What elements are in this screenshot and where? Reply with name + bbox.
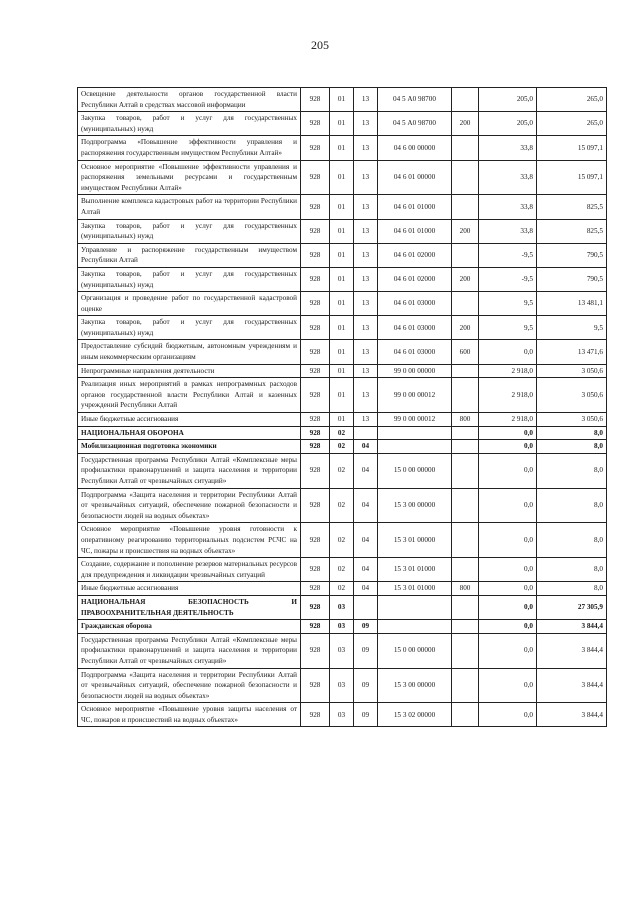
row-name-cell: Закупка товаров, работ и услуг для государственных (муниципальных) нужд <box>78 316 301 340</box>
ministry-code-cell: 928 <box>301 136 330 160</box>
subsection-code-cell: 09 <box>354 620 378 634</box>
section-code-cell: 03 <box>330 595 354 619</box>
subsection-code-cell: 13 <box>354 160 378 195</box>
target-article-cell: 15 0 00 00000 <box>378 633 452 668</box>
section-code-cell: 01 <box>330 378 354 413</box>
expense-type-cell <box>452 136 479 160</box>
expense-type-cell: 800 <box>452 413 479 427</box>
target-article-cell: 04 6 01 01000 <box>378 219 452 243</box>
target-article-cell: 15 3 00 00000 <box>378 488 452 523</box>
amount-total-cell: 3 050,6 <box>537 413 607 427</box>
ministry-code-cell: 928 <box>301 523 330 558</box>
amount-total-cell: 825,5 <box>537 195 607 219</box>
amount-change-cell: 0,0 <box>479 703 537 727</box>
ministry-code-cell: 928 <box>301 668 330 703</box>
table-row <box>78 595 607 619</box>
target-article-cell: 04 6 01 00000 <box>378 160 452 195</box>
amount-change-cell: 2 918,0 <box>479 378 537 413</box>
amount-total-cell: 790,5 <box>537 267 607 291</box>
expense-type-cell <box>452 426 479 440</box>
expense-type-cell: 200 <box>452 316 479 340</box>
expense-type-cell <box>452 668 479 703</box>
subsection-code-cell: 04 <box>354 488 378 523</box>
row-name-cell: Закупка товаров, работ и услуг для государственных (муниципальных) нужд <box>78 112 301 136</box>
target-article-cell: 04 6 01 02000 <box>378 267 452 291</box>
section-code-cell: 02 <box>330 558 354 582</box>
subsection-code-cell: 13 <box>354 195 378 219</box>
expense-type-cell: 200 <box>452 112 479 136</box>
table-row <box>78 703 607 727</box>
amount-total-cell: 8,0 <box>537 523 607 558</box>
ministry-code-cell: 928 <box>301 620 330 634</box>
table-row <box>78 267 607 291</box>
row-name-cell: Гражданская оборона <box>78 620 301 634</box>
amount-change-cell: 0,0 <box>479 340 537 364</box>
expense-type-cell: 200 <box>452 219 479 243</box>
section-code-cell: 01 <box>330 160 354 195</box>
expense-type-cell <box>452 195 479 219</box>
ministry-code-cell: 928 <box>301 453 330 488</box>
amount-change-cell: 33,8 <box>479 219 537 243</box>
subsection-code-cell: 13 <box>354 267 378 291</box>
table-row <box>78 523 607 558</box>
expense-type-cell <box>452 378 479 413</box>
amount-total-cell: 8,0 <box>537 558 607 582</box>
row-name-cell: Мобилизационная подготовка экономики <box>78 440 301 454</box>
section-code-cell: 03 <box>330 620 354 634</box>
ministry-code-cell: 928 <box>301 88 330 112</box>
ministry-code-cell: 928 <box>301 426 330 440</box>
amount-change-cell: 2 918,0 <box>479 413 537 427</box>
row-name-cell: Основное мероприятие «Повышение уровня готовности к оперативному реагированию территориальных подсистем РСЧС на ЧС, пожары и происшествия на водных объектах» <box>78 523 301 558</box>
amount-total-cell: 27 305,9 <box>537 595 607 619</box>
amount-change-cell: 0,0 <box>479 668 537 703</box>
amount-total-cell: 13 471,6 <box>537 340 607 364</box>
expense-type-cell <box>452 558 479 582</box>
amount-change-cell: 205,0 <box>479 88 537 112</box>
amount-change-cell: 0,0 <box>479 582 537 596</box>
table-row <box>78 292 607 316</box>
section-code-cell: 01 <box>330 413 354 427</box>
row-name-cell: Управление и распоряжение государственным имуществом Республики Алтай <box>78 243 301 267</box>
table-row <box>78 364 607 378</box>
expense-type-cell: 600 <box>452 340 479 364</box>
table-row <box>78 316 607 340</box>
target-article-cell: 04 5 А0 98700 <box>378 88 452 112</box>
subsection-code-cell: 13 <box>354 292 378 316</box>
expense-type-cell <box>452 440 479 454</box>
section-code-cell: 01 <box>330 88 354 112</box>
amount-change-cell: 0,0 <box>479 488 537 523</box>
amount-total-cell: 3 050,6 <box>537 364 607 378</box>
amount-change-cell: 205,0 <box>479 112 537 136</box>
amount-change-cell: 0,0 <box>479 453 537 488</box>
ministry-code-cell: 928 <box>301 378 330 413</box>
amount-change-cell: 0,0 <box>479 426 537 440</box>
subsection-code-cell: 04 <box>354 453 378 488</box>
subsection-code-cell: 04 <box>354 558 378 582</box>
expense-type-cell <box>452 292 479 316</box>
ministry-code-cell: 928 <box>301 488 330 523</box>
table-row <box>78 620 607 634</box>
subsection-code-cell <box>354 426 378 440</box>
section-code-cell: 01 <box>330 267 354 291</box>
target-article-cell: 15 3 01 00000 <box>378 523 452 558</box>
subsection-code-cell: 13 <box>354 136 378 160</box>
amount-total-cell: 790,5 <box>537 243 607 267</box>
page-number: 205 <box>311 38 329 52</box>
ministry-code-cell: 928 <box>301 267 330 291</box>
target-article-cell <box>378 426 452 440</box>
subsection-code-cell: 09 <box>354 703 378 727</box>
target-article-cell: 15 3 02 00000 <box>378 703 452 727</box>
table-row <box>78 413 607 427</box>
subsection-code-cell: 04 <box>354 440 378 454</box>
row-name-cell: НАЦИОНАЛЬНАЯ ОБОРОНА <box>78 426 301 440</box>
expense-type-cell <box>452 595 479 619</box>
section-code-cell: 02 <box>330 488 354 523</box>
expense-type-cell <box>452 364 479 378</box>
target-article-cell: 99 0 00 00012 <box>378 413 452 427</box>
target-article-cell: 15 3 01 01000 <box>378 558 452 582</box>
ministry-code-cell: 928 <box>301 243 330 267</box>
subsection-code-cell: 09 <box>354 633 378 668</box>
section-code-cell: 02 <box>330 523 354 558</box>
amount-change-cell: 9,5 <box>479 316 537 340</box>
ministry-code-cell: 928 <box>301 558 330 582</box>
target-article-cell: 99 0 00 00012 <box>378 378 452 413</box>
ministry-code-cell: 928 <box>301 195 330 219</box>
amount-total-cell: 15 097,1 <box>537 136 607 160</box>
row-name-cell: Основное мероприятие «Повышение эффективности управления и распоряжения земельными ресурсами и государственным имуществом Республики Алтай» <box>78 160 301 195</box>
ministry-code-cell: 928 <box>301 292 330 316</box>
amount-total-cell: 15 097,1 <box>537 160 607 195</box>
amount-change-cell: 0,0 <box>479 633 537 668</box>
target-article-cell <box>378 440 452 454</box>
table-row <box>78 426 607 440</box>
target-article-cell: 15 3 01 01000 <box>378 582 452 596</box>
target-article-cell <box>378 595 452 619</box>
ministry-code-cell: 928 <box>301 340 330 364</box>
amount-total-cell: 8,0 <box>537 582 607 596</box>
target-article-cell: 15 0 00 00000 <box>378 453 452 488</box>
table-row <box>78 136 607 160</box>
section-code-cell: 03 <box>330 633 354 668</box>
row-name-cell: Предоставление субсидий бюджетным, автономным учреждениям и иным некоммерческим организациям <box>78 340 301 364</box>
target-article-cell <box>378 620 452 634</box>
ministry-code-cell: 928 <box>301 595 330 619</box>
amount-change-cell: -9,5 <box>479 267 537 291</box>
amount-total-cell: 3 844,4 <box>537 620 607 634</box>
expense-type-cell <box>452 453 479 488</box>
subsection-code-cell: 13 <box>354 316 378 340</box>
expense-type-cell <box>452 703 479 727</box>
subsection-code-cell: 04 <box>354 523 378 558</box>
target-article-cell: 99 0 00 00000 <box>378 364 452 378</box>
expense-type-cell <box>452 160 479 195</box>
ministry-code-cell: 928 <box>301 413 330 427</box>
target-article-cell: 04 6 01 03000 <box>378 340 452 364</box>
ministry-code-cell: 928 <box>301 160 330 195</box>
amount-change-cell: 0,0 <box>479 558 537 582</box>
amount-total-cell: 825,5 <box>537 219 607 243</box>
row-name-cell: Иные бюджетные ассигнования <box>78 413 301 427</box>
subsection-code-cell: 13 <box>354 243 378 267</box>
row-name-cell: Организация и проведение работ по государственной кадастровой оценке <box>78 292 301 316</box>
expense-type-cell: 200 <box>452 267 479 291</box>
amount-change-cell: 2 918,0 <box>479 364 537 378</box>
ministry-code-cell: 928 <box>301 703 330 727</box>
amount-total-cell: 3 844,4 <box>537 668 607 703</box>
expense-type-cell <box>452 88 479 112</box>
target-article-cell: 04 6 01 03000 <box>378 316 452 340</box>
amount-total-cell: 8,0 <box>537 453 607 488</box>
subsection-code-cell: 13 <box>354 364 378 378</box>
section-code-cell: 02 <box>330 440 354 454</box>
table-row <box>78 633 607 668</box>
section-code-cell: 02 <box>330 426 354 440</box>
subsection-code-cell: 13 <box>354 378 378 413</box>
row-name-cell: Выполнение комплекса кадастровых работ на территории Республики Алтай <box>78 195 301 219</box>
section-code-cell: 01 <box>330 292 354 316</box>
amount-total-cell: 13 481,1 <box>537 292 607 316</box>
amount-total-cell: 3 050,6 <box>537 378 607 413</box>
section-code-cell: 03 <box>330 703 354 727</box>
amount-change-cell: 33,8 <box>479 136 537 160</box>
expense-type-cell <box>452 488 479 523</box>
amount-change-cell: 0,0 <box>479 620 537 634</box>
expense-type-cell <box>452 523 479 558</box>
expense-type-cell <box>452 620 479 634</box>
table-row <box>78 488 607 523</box>
target-article-cell: 04 6 00 00000 <box>378 136 452 160</box>
amount-total-cell: 8,0 <box>537 440 607 454</box>
subsection-code-cell: 04 <box>354 582 378 596</box>
section-code-cell: 01 <box>330 340 354 364</box>
subsection-code-cell: 13 <box>354 340 378 364</box>
section-code-cell: 01 <box>330 364 354 378</box>
table-row <box>78 88 607 112</box>
row-name-cell: Закупка товаров, работ и услуг для государственных (муниципальных) нужд <box>78 219 301 243</box>
amount-change-cell: 33,8 <box>479 160 537 195</box>
section-code-cell: 02 <box>330 453 354 488</box>
row-name-cell: Основное мероприятие «Повышение уровня защиты населения от ЧС, пожаров и происшествий на водных объектах» <box>78 703 301 727</box>
row-name-cell: Подпрограмма «Защита населения и территории Республики Алтай от чрезвычайных ситуаций, обеспечение пожарной безопасности и безопасности людей на водных объектах» <box>78 488 301 523</box>
table-row <box>78 195 607 219</box>
amount-change-cell: 0,0 <box>479 440 537 454</box>
subsection-code-cell: 13 <box>354 413 378 427</box>
section-code-cell: 03 <box>330 668 354 703</box>
row-name-cell: Реализация иных мероприятий в рамках непрограммных расходов органов государственной власти Республики Алтай и казенных учреждений Республики Алтай <box>78 378 301 413</box>
table-row <box>78 160 607 195</box>
table-row <box>78 219 607 243</box>
target-article-cell: 04 6 01 03000 <box>378 292 452 316</box>
row-name-cell: Подпрограмма «Повышение эффективности управления и распоряжения государственным имуществом Республики Алтай» <box>78 136 301 160</box>
table-row <box>78 668 607 703</box>
target-article-cell: 15 3 00 00000 <box>378 668 452 703</box>
row-name-cell: Иные бюджетные ассигнования <box>78 582 301 596</box>
subsection-code-cell <box>354 595 378 619</box>
ministry-code-cell: 928 <box>301 112 330 136</box>
section-code-cell: 01 <box>330 195 354 219</box>
expense-type-cell: 800 <box>452 582 479 596</box>
ministry-code-cell: 928 <box>301 316 330 340</box>
row-name-cell: Непрограммные направления деятельности <box>78 364 301 378</box>
subsection-code-cell: 13 <box>354 88 378 112</box>
table-row <box>78 582 607 596</box>
row-name-cell: Подпрограмма «Защита населения и территории Республики Алтай от чрезвычайных ситуаций, обеспечение пожарной безопасности и безопасности людей на водных объектах» <box>78 668 301 703</box>
amount-change-cell: 9,5 <box>479 292 537 316</box>
amount-total-cell: 9,5 <box>537 316 607 340</box>
section-code-cell: 01 <box>330 112 354 136</box>
target-article-cell: 04 6 01 01000 <box>378 195 452 219</box>
row-name-cell: Закупка товаров, работ и услуг для государственных (муниципальных) нужд <box>78 267 301 291</box>
amount-total-cell: 8,0 <box>537 426 607 440</box>
row-name-cell: Государственная программа Республики Алтай «Комплексные меры профилактики правонарушений и защита населения и территории Республики Алтай от чрезвычайных ситуаций» <box>78 453 301 488</box>
section-code-cell: 01 <box>330 316 354 340</box>
target-article-cell: 04 5 А0 98700 <box>378 112 452 136</box>
row-name-cell: НАЦИОНАЛЬНАЯ БЕЗОПАСНОСТЬ И ПРАВООХРАНИТЕЛЬНАЯ ДЕЯТЕЛЬНОСТЬ <box>78 595 301 619</box>
table-row <box>78 453 607 488</box>
subsection-code-cell: 13 <box>354 219 378 243</box>
budget-table <box>77 87 607 727</box>
ministry-code-cell: 928 <box>301 440 330 454</box>
row-name-cell: Создание, содержание и пополнение резервов материальных ресурсов для предупреждения и ликвидации чрезвычайных ситуаций <box>78 558 301 582</box>
amount-total-cell: 8,0 <box>537 488 607 523</box>
amount-change-cell: -9,5 <box>479 243 537 267</box>
ministry-code-cell: 928 <box>301 219 330 243</box>
target-article-cell: 04 6 01 02000 <box>378 243 452 267</box>
amount-change-cell: 33,8 <box>479 195 537 219</box>
table-row <box>78 440 607 454</box>
table-row <box>78 340 607 364</box>
amount-change-cell: 0,0 <box>479 523 537 558</box>
amount-total-cell: 3 844,4 <box>537 633 607 668</box>
amount-total-cell: 265,0 <box>537 88 607 112</box>
ministry-code-cell: 928 <box>301 633 330 668</box>
section-code-cell: 01 <box>330 136 354 160</box>
subsection-code-cell: 09 <box>354 668 378 703</box>
expense-type-cell <box>452 633 479 668</box>
row-name-cell: Государственная программа Республики Алтай «Комплексные меры профилактики правонарушений и защита населения и территории Республики Алтай от чрезвычайных ситуаций» <box>78 633 301 668</box>
subsection-code-cell: 13 <box>354 112 378 136</box>
section-code-cell: 02 <box>330 582 354 596</box>
table-row <box>78 378 607 413</box>
amount-change-cell: 0,0 <box>479 595 537 619</box>
table-row <box>78 243 607 267</box>
ministry-code-cell: 928 <box>301 582 330 596</box>
ministry-code-cell: 928 <box>301 364 330 378</box>
amount-total-cell: 265,0 <box>537 112 607 136</box>
row-name-cell: Освещение деятельности органов государственной власти Республики Алтай в средствах массовой информации <box>78 88 301 112</box>
section-code-cell: 01 <box>330 219 354 243</box>
table-row <box>78 558 607 582</box>
table-row <box>78 112 607 136</box>
expense-type-cell <box>452 243 479 267</box>
section-code-cell: 01 <box>330 243 354 267</box>
amount-total-cell: 3 844,4 <box>537 703 607 727</box>
